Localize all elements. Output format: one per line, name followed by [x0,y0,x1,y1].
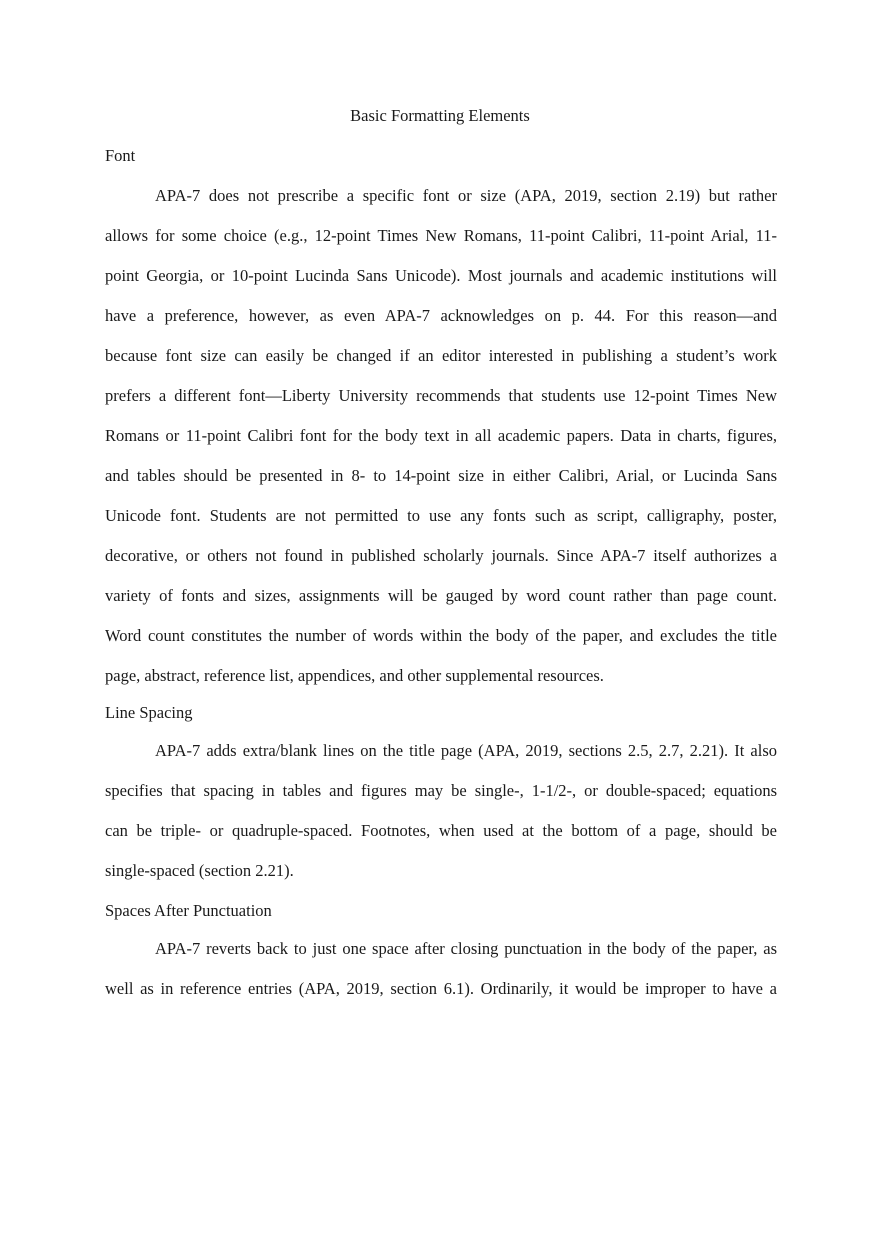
paragraph-line: and tables should be presented in 8- to 14-point size in either Calibri, Arial, or Lucinda Sans [105,466,777,485]
section-heading-spaces-after-punctuation: Spaces After Punctuation [105,901,272,920]
paragraph-line: point Georgia, or 10-point Lucinda Sans Unicode). Most journals and academic institutions will [105,266,777,285]
paragraph-line: can be triple- or quadruple-spaced. Footnotes, when used at the bottom of a page, should be [105,821,777,840]
section-paragraph-line-spacing [105,739,777,899]
section-heading-line-spacing: Line Spacing [105,703,193,722]
paragraph-line: because font size can easily be changed if an editor interested in publishing a student’s work [105,346,777,365]
paragraph-line: APA-7 adds extra/blank lines on the title page (APA, 2019, sections 2.5, 2.7, 2.21). It also [155,741,777,760]
paragraph-line: well as in reference entries (APA, 2019, section 6.1). Ordinarily, it would be improper to have a [105,979,777,998]
section-paragraph-font [105,184,777,704]
paragraph-line: APA-7 reverts back to just one space after closing punctuation in the body of the paper, as [155,939,777,958]
paragraph-line: single-spaced (section 2.21). [105,861,294,880]
paragraph-line: variety of fonts and sizes, assignments will be gauged by word count rather than page count. [105,586,777,605]
paragraph-line: prefers a different font—Liberty University recommends that students use 12-point Times New [105,386,777,405]
page-title: Basic Formatting Elements [350,106,530,125]
paragraph-line: APA-7 does not prescribe a specific font or size (APA, 2019, section 2.19) but rather [155,186,777,205]
paragraph-line: decorative, or others not found in published scholarly journals. Since APA-7 itself authorizes a [105,546,777,565]
paragraph-line: allows for some choice (e.g., 12-point Times New Romans, 11-point Calibri, 11-point Arial, 11- [105,226,777,245]
paragraph-line: Romans or 11-point Calibri font for the body text in all academic papers. Data in charts, figures, [105,426,777,445]
paragraph-line: Word count constitutes the number of words within the body of the paper, and excludes the title [105,626,777,645]
section-paragraph-spaces-after-punctuation [105,937,777,1017]
section-heading-font: Font [105,146,136,165]
paragraph-line: have a preference, however, as even APA-7 acknowledges on p. 44. For this reason—and [105,306,777,325]
paragraph-line: page, abstract, reference list, appendices, and other supplemental resources. [105,666,604,685]
paragraph-line: Unicode font. Students are not permitted to use any fonts such as script, calligraphy, poster, [105,506,777,525]
paragraph-line: specifies that spacing in tables and figures may be single-, 1-1/2-, or double-spaced; equations [105,781,777,800]
